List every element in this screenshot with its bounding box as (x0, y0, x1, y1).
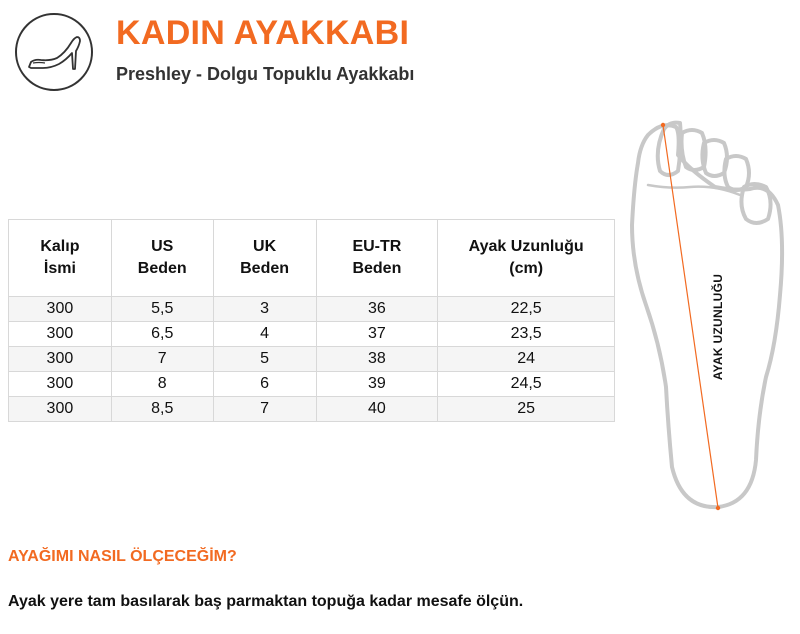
cell-eu-tr: 39 (316, 372, 438, 397)
cell-eu-tr: 40 (316, 397, 438, 422)
cell-foot-length: 22,5 (438, 297, 615, 322)
high-heel-shoe-icon (17, 15, 95, 93)
column-header-us: US Beden (111, 220, 213, 297)
table-header-row (9, 220, 615, 297)
cell-us: 8,5 (111, 397, 213, 422)
cell-uk: 6 (213, 372, 316, 397)
cell-foot-length: 24,5 (438, 372, 615, 397)
table-row (9, 372, 615, 397)
cell-mold: 300 (9, 322, 112, 347)
foot-length-label: AYAK UZUNLUĞU (711, 273, 725, 381)
cell-uk: 5 (213, 347, 316, 372)
column-header-uk: UK Beden (213, 220, 316, 297)
howto-text: Ayak yere tam basılarak baş parmaktan topuğa kadar mesafe ölçün. (8, 593, 524, 610)
cell-uk: 3 (213, 297, 316, 322)
table-row (9, 297, 615, 322)
cell-eu-tr: 36 (316, 297, 438, 322)
size-table (8, 219, 615, 422)
cell-mold: 300 (9, 297, 112, 322)
column-header-eu-tr: EU-TR Beden (316, 220, 438, 297)
shoe-logo (15, 13, 93, 91)
cell-foot-length: 24 (438, 347, 615, 372)
cell-us: 7 (111, 347, 213, 372)
table-row (9, 322, 615, 347)
cell-uk: 4 (213, 322, 316, 347)
cell-uk: 7 (213, 397, 316, 422)
foot-outline-icon (620, 115, 800, 515)
table-row (9, 397, 615, 422)
cell-mold: 300 (9, 372, 112, 397)
column-header-foot-length: Ayak Uzunluğu (cm) (438, 220, 615, 297)
cell-us: 5,5 (111, 297, 213, 322)
cell-mold: 300 (9, 397, 112, 422)
cell-us: 8 (111, 372, 213, 397)
cell-eu-tr: 37 (316, 322, 438, 347)
column-header-mold: Kalıp İsmi (9, 220, 112, 297)
table-row (9, 347, 615, 372)
product-subtitle: Preshley - Dolgu Topuklu Ayakkabı (116, 64, 415, 84)
cell-mold: 300 (9, 347, 112, 372)
cell-foot-length: 25 (438, 397, 615, 422)
howto-heading: AYAĞIMI NASIL ÖLÇECEĞİM? (8, 548, 237, 565)
cell-us: 6,5 (111, 322, 213, 347)
cell-foot-length: 23,5 (438, 322, 615, 347)
cell-eu-tr: 38 (316, 347, 438, 372)
page-title: KADIN AYAKKABI (116, 14, 410, 52)
